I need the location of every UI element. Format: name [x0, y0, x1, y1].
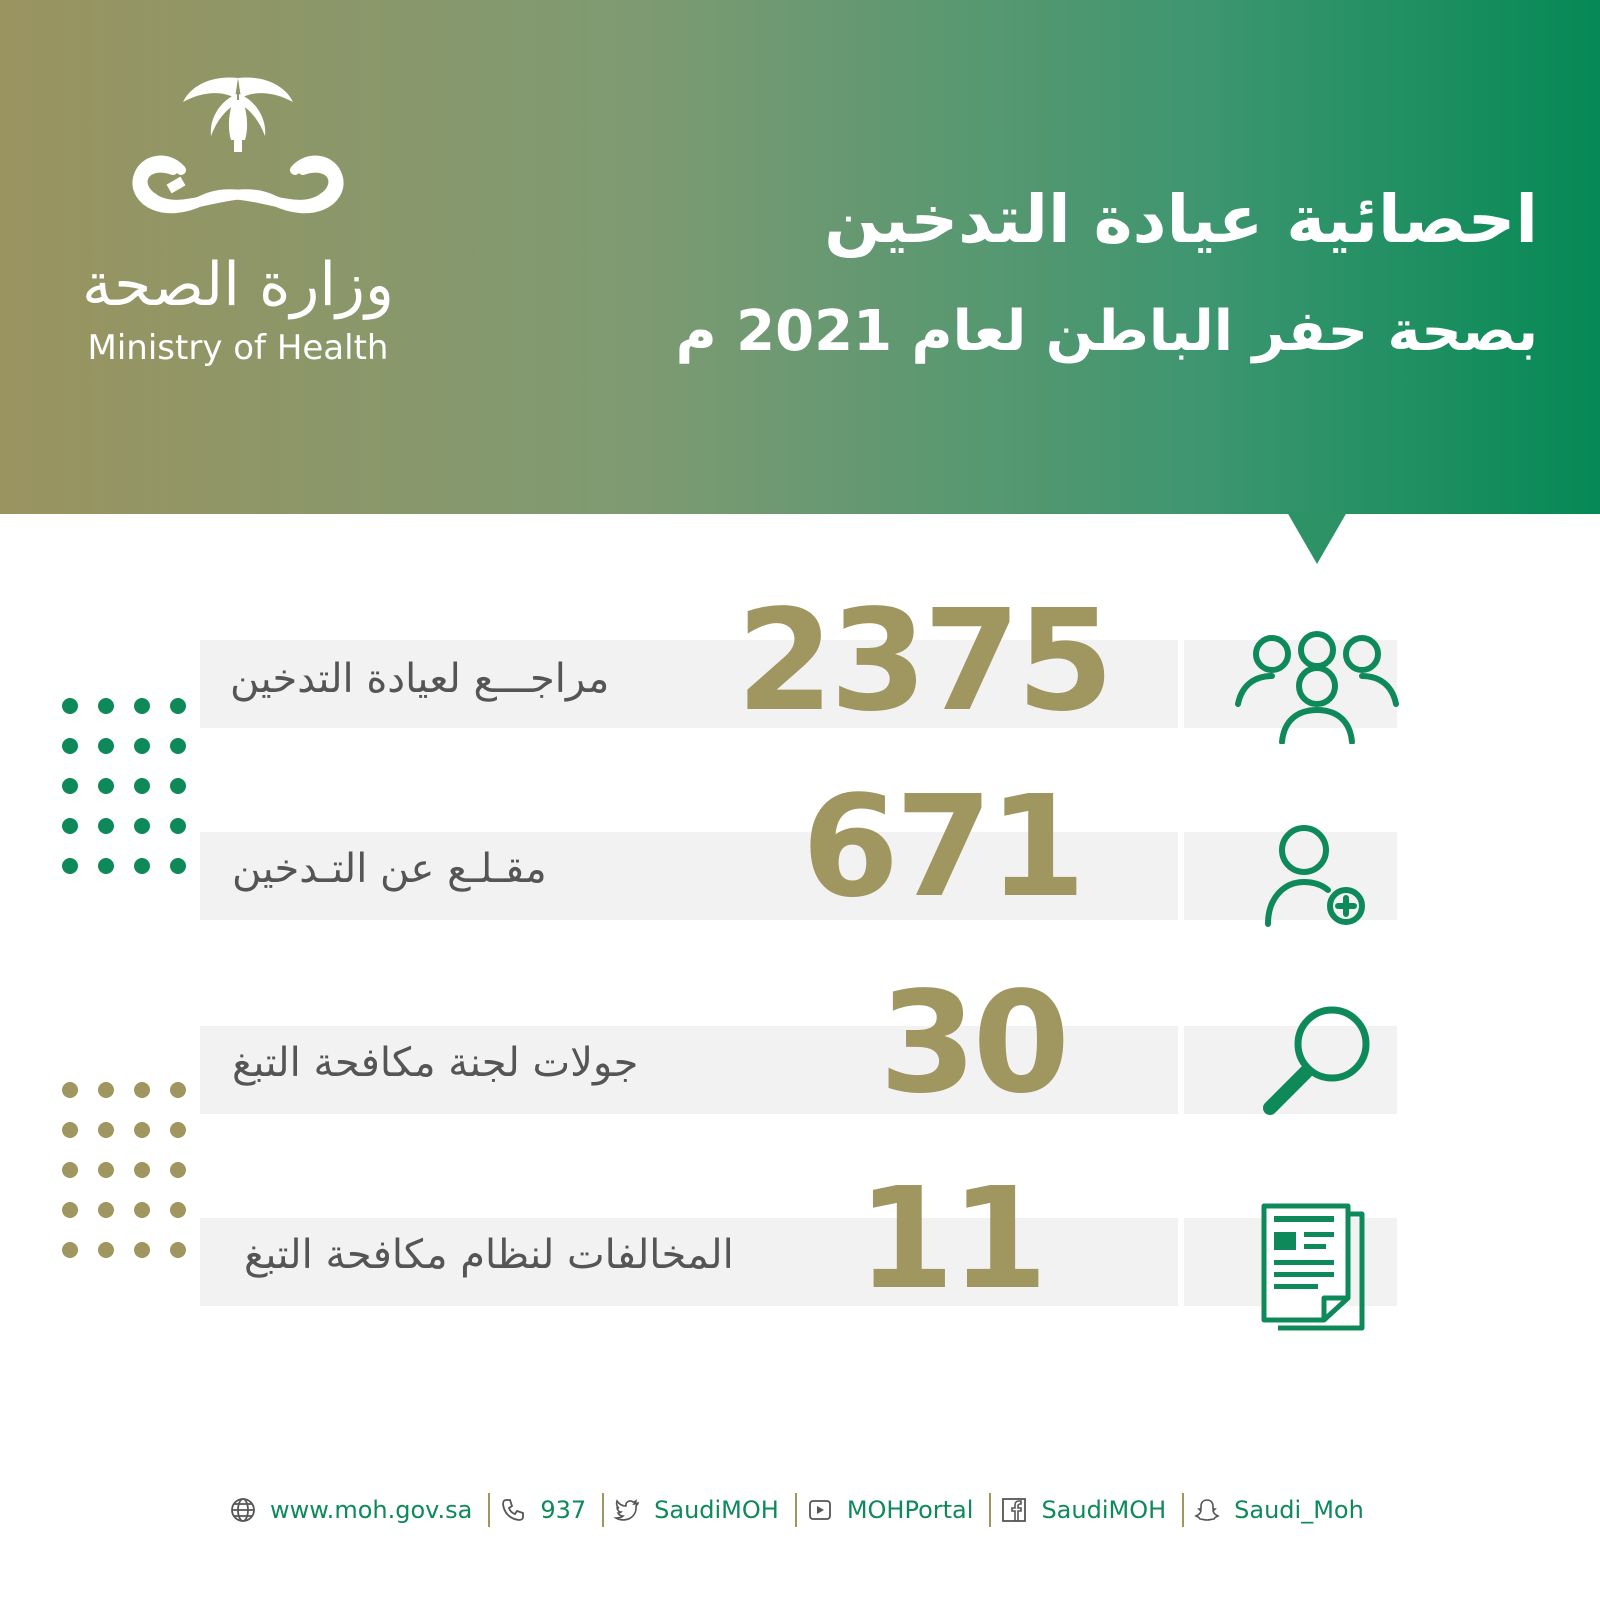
footer-contacts [230, 1490, 1370, 1530]
stat-label: جولات لجنة مكافحة التبغ [232, 1040, 639, 1086]
footer-separator [989, 1493, 991, 1527]
footer-separator [795, 1493, 797, 1527]
document-icon [1258, 1202, 1374, 1332]
ministry-logo [68, 70, 408, 380]
globe-icon [230, 1497, 256, 1523]
facebook-handle[interactable]: SaudiMOH [1041, 1496, 1167, 1524]
stat-label: مراجـــع لعيادة التدخين [230, 656, 610, 702]
stat-value: 2375 [736, 580, 1110, 743]
footer-separator [602, 1493, 604, 1527]
footer-separator [1182, 1493, 1184, 1527]
footer-separator [488, 1493, 490, 1527]
palm-and-swords-icon [113, 70, 363, 240]
header-pointer [1287, 512, 1347, 564]
twitter-icon [614, 1497, 640, 1523]
facebook-icon [1001, 1497, 1027, 1523]
page-subtitle: بصحة حفر الباطن لعام 2021 م [675, 299, 1538, 364]
page-title: احصائية عيادة التدخين [824, 181, 1538, 258]
stat-label: مقـلـع عن التـدخين [232, 846, 547, 892]
twitter-handle[interactable]: SaudiMOH [654, 1496, 779, 1524]
snapchat-icon [1194, 1497, 1220, 1523]
snapchat-handle[interactable]: Saudi_Moh [1234, 1496, 1364, 1524]
stat-value: 671 [801, 766, 1082, 929]
phone-icon [500, 1497, 526, 1523]
user-add-icon [1262, 820, 1372, 930]
youtube-handle[interactable]: MOHPortal [846, 1496, 974, 1524]
header-banner [0, 0, 1600, 514]
logo-english-text: Ministry of Health [87, 328, 389, 368]
group-people-icon [1232, 624, 1402, 744]
website-link[interactable]: www.moh.gov.sa [270, 1496, 473, 1524]
green-dot-grid [62, 698, 182, 874]
youtube-icon [807, 1497, 833, 1523]
magnifier-icon [1256, 998, 1386, 1128]
stat-value: 30 [879, 962, 1066, 1125]
logo-arabic-text: وزارة الصحة [82, 250, 394, 320]
phone-number[interactable]: 937 [540, 1496, 587, 1524]
olive-dot-grid [62, 1082, 182, 1258]
stat-label: المخالفات لنظام مكافحة التبغ [244, 1232, 734, 1278]
stat-value: 11 [857, 1158, 1044, 1321]
